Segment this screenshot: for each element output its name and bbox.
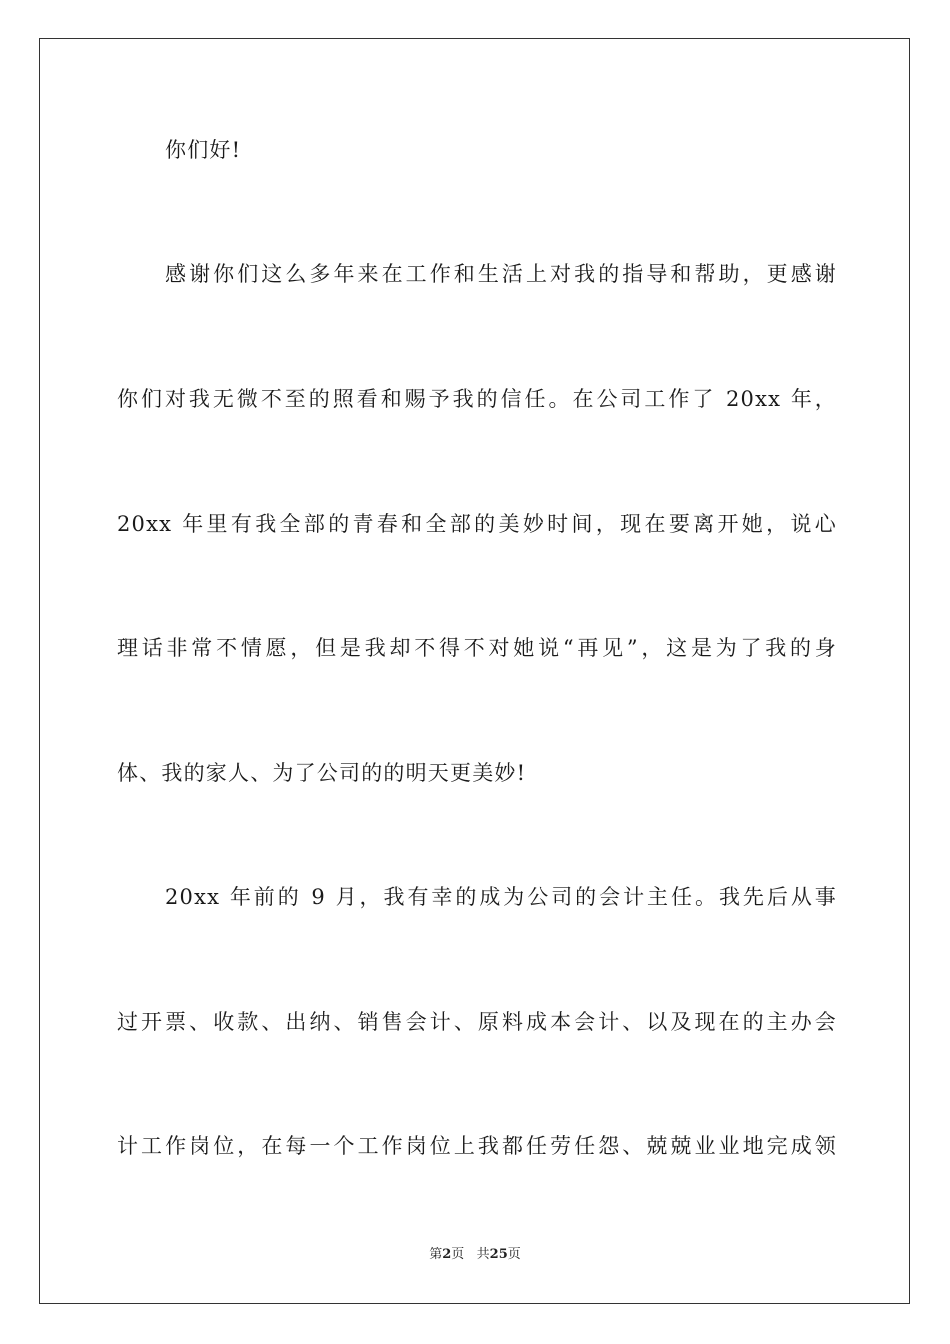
body-line-2: 你们对我无微不至的照看和赐予我的信任。在公司工作了 20xx 年， [117,387,837,411]
current-page-number: 2 [442,1247,452,1262]
footer-suffix: 页 [507,1247,521,1262]
body-line-4: 理话非常不情愿，但是我却不得不对她说“再见”，这是为了我的身 [117,636,837,660]
body-line-8: 计工作岗位，在每一个工作岗位上我都任劳任怨、兢兢业业地完成领 [117,1134,837,1158]
footer-middle: 页 共 [451,1247,490,1262]
page-border [39,38,910,1304]
body-line-5: 体、我的家人、为了公司的的明天更美妙! [117,761,527,785]
body-line-7: 过开票、收款、出纳、销售会计、原料成本会计、以及现在的主办会 [117,1010,837,1034]
body-line-3: 20xx 年里有我全部的青春和全部的美妙时间，现在要离开她，说心 [117,512,837,536]
body-line-6: 20xx 年前的 9 月，我有幸的成为公司的会计主任。我先后从事 [165,885,837,909]
greeting-line: 你们好! [165,138,242,162]
page-footer [0,1246,950,1264]
footer-prefix: 第 [429,1247,443,1262]
total-pages-number: 25 [489,1247,508,1262]
body-line-1: 感谢你们这么多年来在工作和生活上对我的指导和帮助，更感谢 [165,262,837,286]
